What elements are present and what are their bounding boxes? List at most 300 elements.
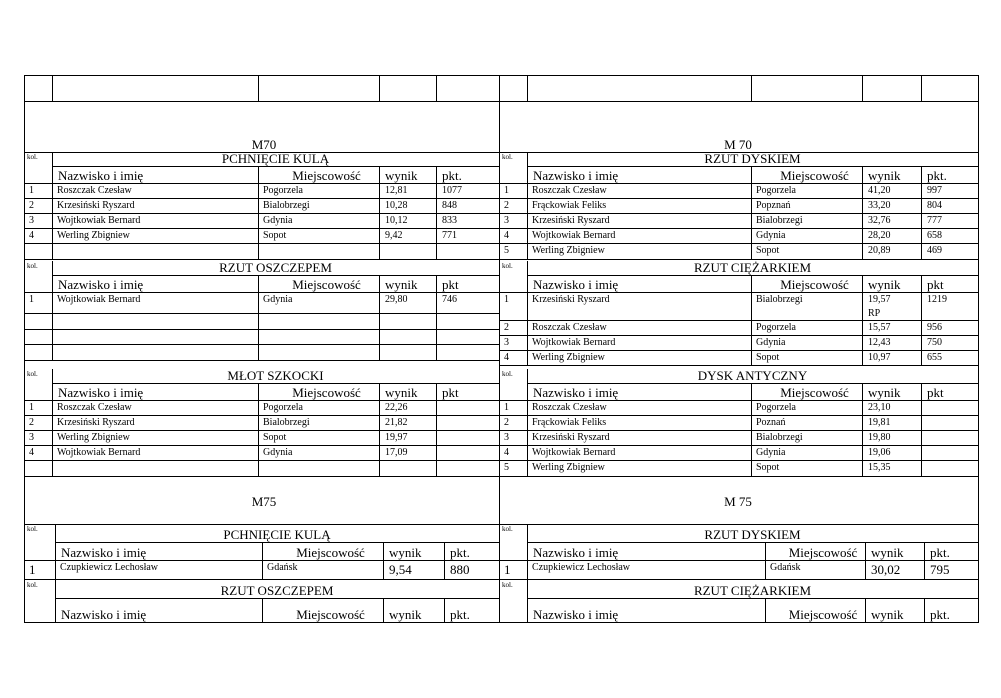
row-number: 1: [29, 402, 34, 413]
grid-line: [527, 335, 528, 350]
grid-line: [527, 275, 979, 276]
grid-line: [499, 415, 979, 416]
grid-line: [436, 400, 437, 415]
athlete-points: 1219: [927, 294, 947, 305]
grid-line: [751, 292, 752, 320]
column-header-city: Miejscowość: [788, 545, 858, 560]
athlete-city: Sopot: [756, 245, 780, 256]
grid-line: [258, 213, 259, 228]
athlete-city: Poznań: [756, 417, 786, 428]
grid-line: [751, 228, 752, 243]
grid-line: [436, 198, 437, 213]
athlete-name: Werling Zbigniew: [532, 352, 605, 363]
column-header-city: Miejscowość: [292, 385, 361, 400]
athlete-result: 19,97: [385, 432, 408, 443]
grid-line: [862, 243, 863, 259]
grid-line: [499, 365, 979, 366]
athlete-city: Bialobrzegi: [756, 294, 803, 305]
grid-line: [499, 460, 979, 461]
athlete-city: Bialobrzegi: [263, 417, 310, 428]
athlete-name: Werling Zbigniew: [532, 245, 605, 256]
column-header-pkt: pkt: [927, 277, 944, 292]
grid-line: [24, 313, 500, 314]
grid-line: [379, 430, 380, 445]
grid-line: [436, 445, 437, 460]
grid-line: [499, 445, 979, 446]
grid-line: [52, 400, 53, 415]
grid-line: [499, 430, 979, 431]
athlete-name: Roszczak Czesław: [532, 185, 607, 196]
athlete-result: 10,97: [868, 352, 891, 363]
grid-line: [436, 329, 437, 344]
column-header-name: Nazwisko i imię: [58, 385, 144, 400]
column-header-city: Miejscowość: [292, 277, 361, 292]
athlete-name: Czupkiewicz Lechosław: [532, 562, 631, 573]
athlete-result: 12,81: [385, 185, 408, 196]
athlete-city: Pogorzela: [756, 322, 796, 333]
grid-line: [862, 460, 863, 476]
athlete-points: 833: [442, 215, 457, 226]
athlete-name: Czupkiewicz Lechosław: [60, 562, 159, 573]
row-number: 2: [29, 417, 34, 428]
athlete-city: Gdynia: [756, 447, 786, 458]
athlete-points: 658: [927, 230, 942, 241]
grid-line: [436, 243, 437, 259]
grid-line: [24, 360, 500, 361]
athlete-city: Gdańsk: [770, 562, 801, 573]
athlete-points: 804: [927, 200, 942, 211]
grid-line: [499, 292, 979, 293]
kol-label: kol.: [502, 370, 513, 378]
column-header-pkt: pkt.: [450, 545, 470, 560]
grid-line: [379, 445, 380, 460]
athlete-name: Wojtkowiak Bernard: [57, 294, 141, 305]
column-header-wynik: wynik: [871, 545, 904, 560]
athlete-city: Pogorzela: [263, 185, 303, 196]
row-number: 4: [504, 230, 509, 241]
athlete-points: 848: [442, 200, 457, 211]
grid-line: [921, 320, 922, 335]
grid-line: [379, 243, 380, 259]
column-header-pkt: pkt: [442, 277, 459, 292]
athlete-result: 12,43: [868, 337, 891, 348]
grid-line: [921, 213, 922, 228]
grid-line: [751, 213, 752, 228]
column-header-name: Nazwisko i imię: [58, 168, 144, 183]
grid-line: [436, 344, 437, 360]
grid-line: [379, 329, 380, 344]
athlete-city: Pogorzela: [263, 402, 303, 413]
column-header-pkt: pkt.: [930, 607, 950, 622]
row-number: 1: [504, 402, 509, 413]
column-header-name: Nazwisko i imię: [61, 607, 147, 622]
athlete-name: Krzesiński Ryszard: [532, 294, 610, 305]
grid-line: [258, 430, 259, 445]
grid-line: [751, 400, 752, 415]
category-heading: M 70: [724, 137, 752, 152]
grid-line: [751, 445, 752, 460]
grid-line: [865, 560, 866, 579]
grid-line: [527, 560, 528, 579]
athlete-city: Pogorzela: [756, 185, 796, 196]
row-number: 2: [504, 200, 509, 211]
grid-line: [499, 622, 979, 623]
athlete-name: Wojtkowiak Bernard: [57, 447, 141, 458]
grid-line: [24, 213, 500, 214]
grid-line: [751, 430, 752, 445]
grid-line: [52, 383, 500, 384]
kol-label: kol.: [502, 262, 513, 270]
grid-line: [379, 344, 380, 360]
grid-line: [436, 430, 437, 445]
athlete-name: Wojtkowiak Bernard: [532, 230, 616, 241]
grid-line: [52, 460, 53, 476]
grid-line: [751, 350, 752, 365]
grid-line: [527, 198, 528, 213]
grid-line: [862, 335, 863, 350]
athlete-name: Wojtkowiak Bernard: [532, 337, 616, 348]
grid-line: [379, 313, 380, 329]
grid-line: [436, 228, 437, 243]
grid-line: [921, 292, 922, 320]
athlete-result: 30,02: [871, 562, 901, 577]
grid-line: [921, 430, 922, 445]
athlete-points: 777: [927, 215, 942, 226]
grid-line: [499, 243, 979, 244]
grid-line: [499, 183, 979, 184]
athlete-result: 22,26: [385, 402, 408, 413]
column-header-name: Nazwisko i imię: [533, 277, 619, 292]
grid-line: [527, 213, 528, 228]
grid-line: [499, 213, 979, 214]
athlete-city: Gdynia: [263, 294, 293, 305]
grid-line: [751, 460, 752, 476]
row-number: 1: [504, 185, 509, 196]
grid-line: [862, 198, 863, 213]
grid-line: [379, 198, 380, 213]
column-header-name: Nazwisko i imię: [533, 168, 619, 183]
grid-line: [258, 292, 259, 313]
grid-line: [258, 460, 259, 476]
grid-line: [499, 560, 979, 561]
grid-line: [24, 400, 500, 401]
grid-line: [436, 313, 437, 329]
athlete-points: 956: [927, 322, 942, 333]
row-number: 3: [504, 215, 509, 226]
athlete-name: Roszczak Czesław: [532, 402, 607, 413]
column-header-city: Miejscowość: [780, 168, 849, 183]
column-header-name: Nazwisko i imię: [58, 277, 144, 292]
grid-line: [527, 292, 528, 320]
athlete-name: Krzesiński Ryszard: [532, 432, 610, 443]
column-header-pkt: pkt: [442, 385, 459, 400]
grid-line: [379, 75, 380, 101]
grid-line: [765, 560, 766, 579]
grid-line: [258, 329, 259, 344]
row-number: 4: [29, 447, 34, 458]
grid-line: [52, 313, 53, 329]
grid-line: [527, 460, 528, 476]
grid-line: [52, 445, 53, 460]
grid-line: [527, 400, 528, 415]
athlete-city: Gdańsk: [267, 562, 298, 573]
athlete-result: 19,06: [868, 447, 891, 458]
grid-line: [499, 320, 979, 321]
grid-line: [862, 400, 863, 415]
grid-line: [862, 350, 863, 365]
column-header-wynik: wynik: [871, 607, 904, 622]
grid-line: [499, 476, 979, 477]
athlete-points: 1077: [442, 185, 462, 196]
grid-line: [24, 243, 500, 244]
row-number: 1: [29, 185, 34, 196]
grid-line: [499, 198, 979, 199]
grid-line: [258, 313, 259, 329]
athlete-result: 23,10: [868, 402, 891, 413]
athlete-name: Werling Zbigniew: [57, 230, 130, 241]
athlete-points: 746: [442, 294, 457, 305]
grid-line: [52, 75, 53, 101]
athlete-result: 10,12: [385, 215, 408, 226]
grid-line: [862, 75, 863, 101]
column-header-wynik: wynik: [868, 168, 901, 183]
category-heading: M70: [251, 137, 277, 152]
grid-line: [24, 183, 500, 184]
grid-line: [24, 430, 500, 431]
column-header-city: Miejscowość: [780, 277, 849, 292]
row-number: 1: [504, 294, 509, 305]
grid-line: [921, 350, 922, 365]
grid-line: [258, 183, 259, 198]
column-header-wynik: wynik: [385, 168, 418, 183]
athlete-name: Krzesiński Ryszard: [57, 200, 135, 211]
grid-line: [379, 400, 380, 415]
athlete-city: Sopot: [756, 462, 780, 473]
row-number: 2: [29, 200, 34, 211]
athlete-points: 771: [442, 230, 457, 241]
athlete-name: Werling Zbigniew: [57, 432, 130, 443]
athlete-result: 19,80: [868, 432, 891, 443]
grid-line: [258, 445, 259, 460]
grid-line: [24, 292, 500, 293]
grid-line: [499, 350, 979, 351]
athlete-result: 33,20: [868, 200, 891, 211]
grid-line: [862, 445, 863, 460]
grid-line: [921, 75, 922, 101]
grid-line: [436, 292, 437, 313]
row-number: 5: [504, 462, 509, 473]
grid-line: [527, 183, 528, 198]
grid-line: [24, 198, 500, 199]
grid-line: [527, 228, 528, 243]
column-header-wynik: wynik: [389, 545, 422, 560]
kol-label: kol.: [502, 525, 513, 533]
grid-line: [751, 320, 752, 335]
row-number: 3: [29, 215, 34, 226]
grid-line: [24, 329, 500, 330]
row-number: 4: [504, 352, 509, 363]
grid-line: [921, 243, 922, 259]
kol-label: kol.: [27, 262, 38, 270]
grid-line: [751, 198, 752, 213]
athlete-city: Sopot: [263, 230, 287, 241]
column-header-pkt: pkt.: [927, 168, 947, 183]
athlete-result: 15,35: [868, 462, 891, 473]
row-number: 5: [504, 245, 509, 256]
athlete-city: Pogorzela: [756, 402, 796, 413]
grid-line: [862, 213, 863, 228]
grid-line: [258, 198, 259, 213]
grid-line: [258, 400, 259, 415]
row-number: 1: [29, 294, 34, 305]
grid-line: [862, 183, 863, 198]
row-number: 2: [504, 322, 509, 333]
event-title: DYSK ANTYCZNY: [697, 368, 808, 383]
grid-line: [436, 460, 437, 476]
athlete-result: 19,81: [868, 417, 891, 428]
grid-line: [24, 344, 500, 345]
athlete-result: 21,82: [385, 417, 408, 428]
event-title: PCHNIĘCIE KULĄ: [221, 151, 330, 166]
grid-line: [258, 228, 259, 243]
athlete-city: Gdynia: [263, 447, 293, 458]
grid-line: [24, 445, 500, 446]
athlete-points: 795: [930, 562, 950, 577]
column-header-pkt: pkt.: [930, 545, 950, 560]
column-header-wynik: wynik: [385, 277, 418, 292]
grid-line: [383, 560, 384, 579]
athlete-city: Gdynia: [263, 215, 293, 226]
grid-line: [379, 415, 380, 430]
grid-line: [527, 598, 979, 599]
event-title: RZUT OSZCZEPEM: [220, 583, 334, 598]
grid-line: [751, 75, 752, 101]
grid-line: [527, 383, 979, 384]
grid-line: [921, 183, 922, 198]
category-heading: M75: [251, 494, 277, 509]
athlete-name: Krzesiński Ryszard: [57, 417, 135, 428]
athlete-result: 32,76: [868, 215, 891, 226]
grid-line: [52, 198, 53, 213]
athlete-result: 28,20: [868, 230, 891, 241]
grid-line: [258, 243, 259, 259]
kol-label: kol.: [27, 153, 38, 161]
grid-line: [527, 350, 528, 365]
event-title: RZUT OSZCZEPEM: [219, 260, 332, 275]
athlete-city: Gdynia: [756, 230, 786, 241]
grid-line: [258, 415, 259, 430]
row-number: 3: [29, 432, 34, 443]
column-header-wynik: wynik: [868, 385, 901, 400]
grid-line: [52, 228, 53, 243]
grid-line: [52, 243, 53, 259]
results-sheet: [24, 75, 978, 622]
grid-line: [55, 542, 500, 543]
grid-line: [55, 598, 500, 599]
grid-line: [436, 213, 437, 228]
grid-line: [52, 183, 53, 198]
column-header-name: Nazwisko i imię: [533, 545, 619, 560]
grid-line: [527, 415, 528, 430]
athlete-city: Gdynia: [756, 337, 786, 348]
grid-line: [379, 460, 380, 476]
athlete-result: 17,09: [385, 447, 408, 458]
athlete-result: 41,20: [868, 185, 891, 196]
grid-line: [24, 460, 500, 461]
column-header-name: Nazwisko i imię: [533, 385, 619, 400]
athlete-name: Wojtkowiak Bernard: [57, 215, 141, 226]
athlete-name: Roszczak Czesław: [57, 185, 132, 196]
grid-line: [921, 400, 922, 415]
athlete-points: 750: [927, 337, 942, 348]
athlete-result: 19,57: [868, 294, 891, 305]
grid-line: [921, 445, 922, 460]
grid-line: [52, 430, 53, 445]
athlete-city: Sopot: [756, 352, 780, 363]
grid-line: [527, 430, 528, 445]
grid-line: [52, 329, 53, 344]
row-number: 1: [504, 562, 511, 577]
athlete-name: Frąckowiak Feliks: [532, 200, 607, 211]
event-title: RZUT DYSKIEM: [704, 151, 801, 166]
column-header-pkt: pkt: [927, 385, 944, 400]
grid-line: [258, 75, 259, 101]
event-title: MŁOT SZKOCKI: [227, 368, 324, 383]
grid-line: [24, 415, 500, 416]
category-heading: M 75: [724, 494, 752, 509]
grid-line: [24, 622, 500, 623]
kol-label: kol.: [27, 525, 38, 533]
grid-line: [862, 415, 863, 430]
grid-line: [262, 560, 263, 579]
grid-line: [751, 415, 752, 430]
grid-line: [436, 415, 437, 430]
athlete-points: 469: [927, 245, 942, 256]
grid-line: [52, 292, 53, 313]
athlete-points: 997: [927, 185, 942, 196]
grid-line: [862, 430, 863, 445]
grid-line: [379, 183, 380, 198]
athlete-name: Roszczak Czesław: [532, 322, 607, 333]
grid-line: [52, 166, 500, 167]
athlete-city: Popznań: [756, 200, 791, 211]
athlete-city: Bialobrzegi: [756, 432, 803, 443]
grid-line: [921, 198, 922, 213]
grid-line: [379, 292, 380, 313]
event-title: RZUT CIĘŻARKIEM: [693, 583, 812, 598]
kol-label: kol.: [502, 581, 513, 589]
kol-label: kol.: [502, 153, 513, 161]
athlete-result: 15,57: [868, 322, 891, 333]
grid-line: [527, 166, 979, 167]
column-header-name: Nazwisko i imię: [533, 607, 619, 622]
row-number: 3: [504, 337, 509, 348]
column-header-city: Miejscowość: [296, 607, 365, 622]
column-header-wynik: wynik: [389, 607, 422, 622]
event-title: RZUT DYSKIEM: [704, 527, 801, 542]
athlete-result: 20,89: [868, 245, 891, 256]
grid-line: [751, 183, 752, 198]
grid-line: [24, 579, 500, 580]
grid-line: [24, 75, 979, 76]
row-number: 2: [504, 417, 509, 428]
grid-line: [379, 213, 380, 228]
row-number: 4: [29, 230, 34, 241]
athlete-result: 9,42: [385, 230, 403, 241]
kol-label: kol.: [27, 581, 38, 589]
grid-line: [862, 292, 863, 320]
athlete-result: 10,28: [385, 200, 408, 211]
